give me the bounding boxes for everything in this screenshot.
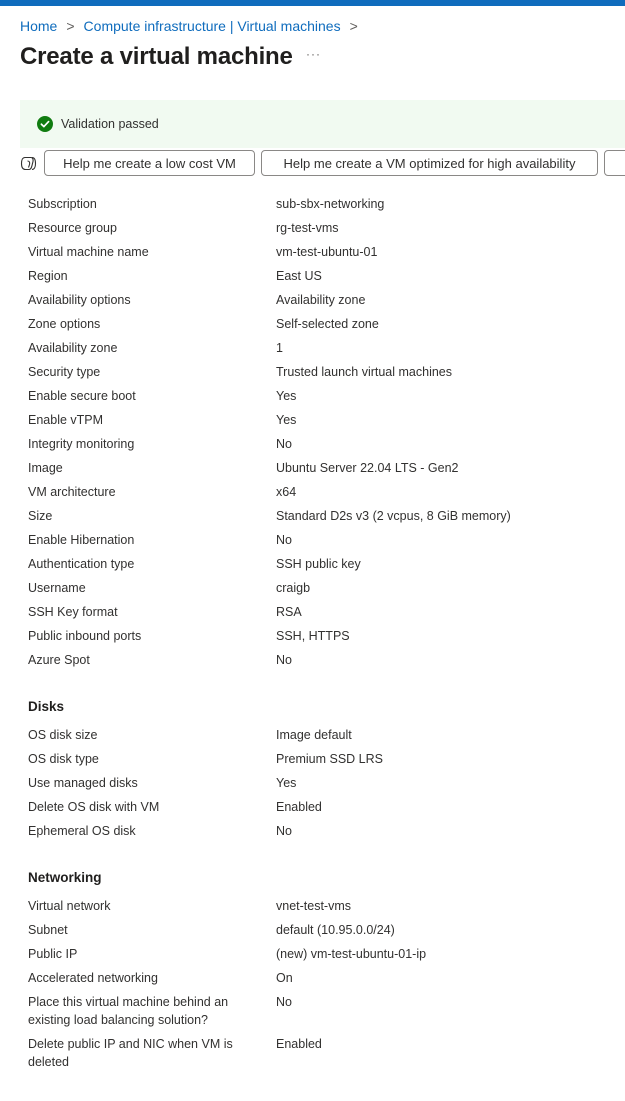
suggestion-high-availability-vm-button[interactable]: Help me create a VM optimized for high availability: [261, 150, 598, 176]
summary-row-value: Ubuntu Server 22.04 LTS - Gen2: [276, 461, 459, 475]
summary-row-label: Virtual machine name: [28, 245, 149, 259]
summary-row: [28, 384, 625, 408]
validation-banner: [20, 100, 625, 148]
summary-row-label: Virtual network: [28, 899, 111, 913]
summary-row-value: No: [276, 824, 292, 838]
summary-row-value: Yes: [276, 776, 297, 790]
summary-row-value: No: [276, 995, 292, 1009]
summary-row: [28, 288, 625, 312]
breadcrumb-home-link[interactable]: Home: [20, 18, 58, 34]
summary-row-value: rg-test-vms: [276, 221, 339, 235]
summary-row: [28, 192, 625, 216]
summary-row-value: Yes: [276, 413, 297, 427]
summary-row-value: SSH public key: [276, 557, 361, 571]
summary-row-value: Standard D2s v3 (2 vcpus, 8 GiB memory): [276, 509, 511, 523]
summary-row: [28, 624, 625, 648]
summary-row: [28, 918, 625, 942]
summary-row-label: Delete public IP and NIC when VM is deleted: [28, 1037, 233, 1069]
copilot-icon: [20, 155, 37, 172]
summary-row-value: craigb: [276, 581, 311, 595]
summary-row-value: SSH, HTTPS: [276, 629, 350, 643]
summary-row-label: Azure Spot: [28, 653, 90, 667]
success-check-icon: [37, 116, 53, 132]
summary-row-label: OS disk size: [28, 728, 98, 742]
summary-row-value: Yes: [276, 389, 297, 403]
summary-row-label: Availability options: [28, 293, 131, 307]
summary-row: [28, 360, 625, 384]
summary-row-value: RSA: [276, 605, 302, 619]
breadcrumb: [20, 16, 367, 36]
summary-row: [28, 723, 625, 747]
suggestion-low-cost-vm-button[interactable]: Help me create a low cost VM: [44, 150, 255, 176]
summary-row: [28, 576, 625, 600]
summary-row: [28, 990, 625, 1032]
summary-row: [28, 408, 625, 432]
summary-row: [28, 795, 625, 819]
summary-row: [28, 966, 625, 990]
summary-row-value: Enabled: [276, 800, 322, 814]
summary-row-value: sub-sbx-networking: [276, 197, 385, 211]
summary-row-label: Enable secure boot: [28, 389, 136, 403]
summary-row-value: x64: [276, 485, 297, 499]
summary-row: [28, 819, 625, 843]
summary-row-value: default (10.95.0.0/24): [276, 923, 395, 937]
summary-row: [28, 336, 625, 360]
disks-heading: Disks: [28, 699, 65, 714]
summary-row-value: On: [276, 971, 293, 985]
summary-row-label: Image: [28, 461, 63, 475]
summary-row-label: Integrity monitoring: [28, 437, 135, 451]
summary-row: [28, 432, 625, 456]
summary-row-label: Subnet: [28, 923, 68, 937]
summary-row-label: OS disk type: [28, 752, 99, 766]
chevron-right-icon: >: [349, 18, 358, 34]
networking-section: [28, 894, 625, 1074]
summary-row-value: Image default: [276, 728, 352, 742]
chevron-right-icon: >: [66, 18, 75, 34]
summary-row-value: vnet-test-vms: [276, 899, 352, 913]
summary-row: [28, 942, 625, 966]
summary-row-value: Enabled: [276, 1037, 322, 1051]
top-accent-bar: [0, 0, 625, 6]
summary-row-label: VM architecture: [28, 485, 116, 499]
page-title: Create a virtual machine: [20, 43, 293, 70]
summary-row-value: No: [276, 533, 292, 547]
summary-row: [28, 552, 625, 576]
summary-row-label: Ephemeral OS disk: [28, 824, 136, 838]
basics-section: [28, 192, 625, 672]
summary-row-value: vm-test-ubuntu-01: [276, 245, 378, 259]
summary-row-label: Delete OS disk with VM: [28, 800, 160, 814]
review-summary: [28, 192, 625, 1074]
summary-row-label: Availability zone: [28, 341, 118, 355]
summary-row-value: East US: [276, 269, 322, 283]
summary-row: [28, 240, 625, 264]
summary-row-value: Trusted launch virtual machines: [276, 365, 453, 379]
summary-row-value: No: [276, 437, 292, 451]
summary-row-label: Resource group: [28, 221, 117, 235]
summary-row: [28, 600, 625, 624]
summary-row: [28, 771, 625, 795]
summary-row: [28, 264, 625, 288]
summary-row-value: Premium SSD LRS: [276, 752, 383, 766]
summary-row-label: Enable Hibernation: [28, 533, 135, 547]
summary-row-label: SSH Key format: [28, 605, 118, 619]
summary-row: [28, 504, 625, 528]
summary-row: [28, 456, 625, 480]
summary-row-label: Region: [28, 269, 68, 283]
suggestion-more-button[interactable]: [604, 150, 625, 176]
summary-row: [28, 528, 625, 552]
summary-row-label: Accelerated networking: [28, 971, 158, 985]
summary-row-label: Size: [28, 509, 53, 523]
summary-row: [28, 312, 625, 336]
summary-row: [28, 747, 625, 771]
summary-row-label: Zone options: [28, 317, 101, 331]
summary-row-value: No: [276, 653, 292, 667]
networking-heading: Networking: [28, 870, 102, 885]
summary-row: [28, 648, 625, 672]
summary-row-label: Subscription: [28, 197, 97, 211]
summary-row-label: Public IP: [28, 947, 78, 961]
summary-row-label: Username: [28, 581, 86, 595]
summary-row-label: Security type: [28, 365, 101, 379]
summary-row: [28, 480, 625, 504]
summary-row-label: Place this virtual machine behind an existing load balancing solution?: [28, 995, 229, 1027]
more-options-button[interactable]: ···: [306, 47, 321, 61]
summary-row-label: Authentication type: [28, 557, 135, 571]
breadcrumb-virtual-machines-link[interactable]: Compute infrastructure | Virtual machines: [83, 18, 341, 34]
validation-status-text: Validation passed: [61, 117, 159, 131]
summary-row-value: Self-selected zone: [276, 317, 379, 331]
summary-row: [28, 1032, 625, 1074]
summary-row: [28, 216, 625, 240]
summary-row-value: Availability zone: [276, 293, 366, 307]
summary-row-label: Use managed disks: [28, 776, 138, 790]
disks-section: [28, 723, 625, 843]
summary-row-value: 1: [276, 341, 283, 355]
summary-row-value: (new) vm-test-ubuntu-01-ip: [276, 947, 427, 961]
summary-row: [28, 894, 625, 918]
summary-row-label: Enable vTPM: [28, 413, 104, 427]
summary-row-label: Public inbound ports: [28, 629, 142, 643]
